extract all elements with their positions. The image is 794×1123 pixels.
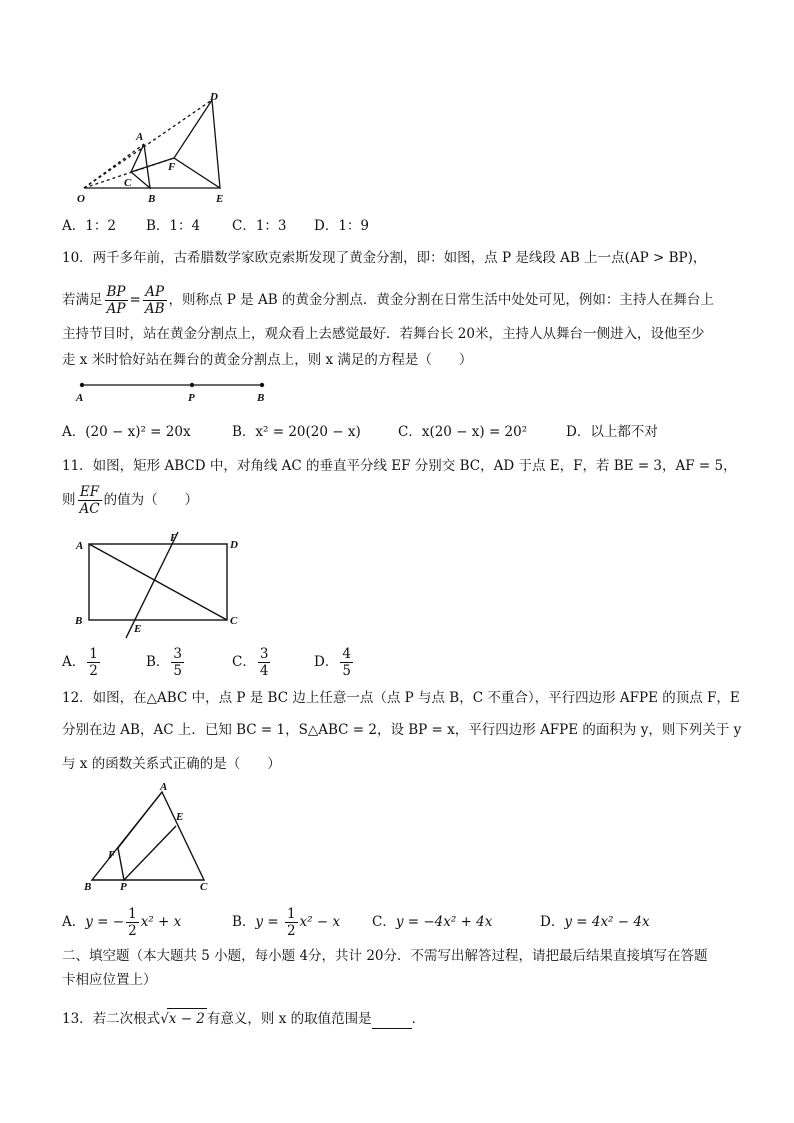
q11-frac-num: EF xyxy=(78,484,102,501)
q11-label-d: D xyxy=(230,539,238,551)
q12-option-c-text: y = −4x² + 4x xyxy=(395,914,493,930)
section2-line1: 二、填空题（本大题共 5 小题，每小题 4分，共计 20分．不需写出解答过程，请把最后结果直接填写在答题 xyxy=(62,948,708,964)
q13-radical-sign: √ xyxy=(160,1011,169,1027)
q12-option-d-text: y = 4x² − 4x xyxy=(564,914,650,930)
q10-label-b: B xyxy=(257,392,265,404)
q10-frac2-num: AP xyxy=(143,284,167,301)
q10-option-c[interactable]: C．x(20 − x) = 20² xyxy=(398,424,528,440)
q11-label-e: E xyxy=(134,623,142,635)
q12-option-d-letter: D． xyxy=(540,914,565,930)
q13-post: 有意义，则 x 的取值范围是 xyxy=(206,1011,372,1027)
section2-line2: 卡相应位置上） xyxy=(62,972,157,988)
q12-option-a-post: x² + x xyxy=(140,914,182,930)
q10-eq: = xyxy=(129,292,141,308)
q12-label-c: C xyxy=(200,881,208,893)
q13-line xyxy=(62,1008,425,1029)
q12-label-b: B xyxy=(84,881,92,893)
q11-option-d-letter: D． xyxy=(314,654,339,670)
q11-option-b-num: 3 xyxy=(173,646,183,662)
q11-line2 xyxy=(62,480,198,520)
q12-option-d[interactable] xyxy=(540,912,650,932)
q12-option-a-letter: A． xyxy=(62,914,86,930)
q11-option-c[interactable] xyxy=(232,642,272,682)
q12-triangle-abc xyxy=(92,792,204,880)
q12-line1: 12．如图，在△ABC 中，点 P 是 BC 边上任意一点（点 P 与点 B，C 不重合），平行四边形 AFPE 的顶点 F，E xyxy=(62,690,740,706)
q11-option-b[interactable] xyxy=(146,642,186,682)
q9-triangle-dfe xyxy=(174,100,220,188)
q12-option-b-pre: y = xyxy=(255,914,283,930)
q10-frac2 xyxy=(143,284,167,317)
q10-option-d[interactable]: D．以上都不对 xyxy=(566,424,658,440)
q12-option-a-pre: y = − xyxy=(85,914,125,930)
q11-option-a-frac xyxy=(87,646,100,679)
q12-option-b-post: x² − x xyxy=(299,914,341,930)
q9-label-a: A xyxy=(136,131,144,143)
q12-option-a-den: 2 xyxy=(128,923,137,939)
q11-line2-post: 的值为（ ） xyxy=(103,492,199,508)
q9-label-b: B xyxy=(148,193,156,205)
q12-option-a[interactable] xyxy=(62,902,181,942)
q9-label-f: F xyxy=(168,161,176,173)
q13-answer-blank[interactable] xyxy=(372,1028,412,1029)
q12-option-a-frac xyxy=(126,906,139,939)
q11-option-d-num: 4 xyxy=(342,646,351,662)
q10-label-a: A xyxy=(76,392,84,404)
q12-option-c-letter: C． xyxy=(372,914,396,930)
q12-option-b-frac xyxy=(285,906,298,939)
q12-option-b-letter: B． xyxy=(232,914,256,930)
q10-line3: 主持节目时，站在黄金分割点上，观众看上去感觉最好．若舞台长 20米，主持人从舞台一侧进入，设他至少 xyxy=(62,326,705,342)
q9-option-b[interactable]: B．1：4 xyxy=(146,218,201,234)
q9-label-c: C xyxy=(124,177,132,189)
q10-line2 xyxy=(62,280,714,320)
q11-frac-den: AC xyxy=(79,501,100,517)
q10-option-a[interactable]: A．(20 − x)² = 20x xyxy=(62,424,191,440)
q9-option-c[interactable]: C．1：3 xyxy=(232,218,287,234)
q11-figure xyxy=(70,528,250,640)
q9-triangle-acb xyxy=(131,144,150,188)
q10-frac1-num: BP xyxy=(106,284,126,300)
q12-line2: 分别在边 AB，AC 上．已知 BC = 1，S△ABC = 2，设 BP = x，平行四边形 AFPE 的面积为 y，则下列关于 y xyxy=(62,722,742,738)
q12-label-a: A xyxy=(160,782,168,793)
q12-label-f: F xyxy=(108,849,116,861)
q11-option-a[interactable] xyxy=(62,642,102,682)
q11-label-a: A xyxy=(76,540,84,552)
q10-frac1-den: AP xyxy=(106,301,126,317)
q12-option-b[interactable] xyxy=(232,902,340,942)
q11-option-a-num: 1 xyxy=(89,646,98,662)
q12-option-a-num: 1 xyxy=(128,906,137,922)
q9-label-d: D xyxy=(210,92,218,103)
q11-option-b-frac xyxy=(171,646,184,679)
q10-line2-post: ，则称点 P 是 AB 的黄金分割点．黄金分割在日常生活中处处可见，例如：主持人在舞台上 xyxy=(168,292,714,308)
q10-option-b[interactable]: B．x² = 20(20 − x) xyxy=(232,424,361,440)
q10-frac1 xyxy=(105,284,128,317)
q12-option-c[interactable] xyxy=(372,912,492,932)
q9-option-a[interactable]: A．1：2 xyxy=(62,218,116,234)
q11-label-c: C xyxy=(230,615,238,627)
q12-parallelogram-afpe xyxy=(118,792,176,880)
q12-line3: 与 x 的函数关系式正确的是（ ） xyxy=(62,756,281,772)
q11-option-c-frac xyxy=(258,646,271,679)
q11-option-b-den: 5 xyxy=(173,663,183,679)
q13-end: ． xyxy=(411,1011,426,1027)
q11-label-f: F xyxy=(170,532,178,544)
q9-figure xyxy=(74,92,244,208)
q11-line2-pre: 则 xyxy=(62,492,76,508)
q12-option-b-den: 2 xyxy=(286,923,296,939)
q9-label-e: E xyxy=(216,193,224,205)
q11-label-b: B xyxy=(75,615,83,627)
q10-point-p xyxy=(190,383,194,387)
q10-frac2-den: AB xyxy=(144,301,165,317)
q9-option-d[interactable]: D．1：9 xyxy=(314,218,370,234)
q12-option-b-num: 1 xyxy=(286,906,296,922)
q10-line1: 10．两千多年前，古希腊数学家欧克索斯发现了黄金分割，即：如图，点 P 是线段 AB 上一点(AP > BP)， xyxy=(62,250,707,266)
q10-point-b xyxy=(260,383,264,387)
q9-label-o: O xyxy=(77,193,85,205)
q11-option-d-den: 5 xyxy=(342,663,351,679)
q11-option-a-letter: A． xyxy=(62,654,86,670)
q12-figure xyxy=(80,782,220,894)
q11-option-b-letter: B． xyxy=(146,654,170,670)
q11-frac xyxy=(78,484,102,517)
q11-option-a-den: 2 xyxy=(89,663,98,679)
q11-option-d-frac xyxy=(340,646,353,679)
q11-option-d[interactable] xyxy=(314,642,355,682)
q10-line2-pre: 若满足 xyxy=(62,292,103,308)
q11-option-c-den: 4 xyxy=(259,663,269,679)
q12-label-e: E xyxy=(176,811,184,823)
q13-pre: 13．若二次根式 xyxy=(62,1011,161,1027)
q10-point-a xyxy=(80,383,84,387)
q13-radicand: x − 2 xyxy=(167,1008,207,1029)
q10-line4: 走 x 米时恰好站在舞台的黄金分割点上，则 x 满足的方程是（ ） xyxy=(62,352,473,368)
q11-line1: 11．如图，矩形 ABCD 中，对角线 AC 的垂直平分线 EF 分别交 BC，AD 于点 E，F，若 BE = 3，AF = 5， xyxy=(62,458,737,474)
q11-option-c-letter: C． xyxy=(232,654,256,670)
q9-line-oa xyxy=(84,144,144,188)
q12-label-p: P xyxy=(120,881,127,893)
q11-option-c-num: 3 xyxy=(259,646,269,662)
q10-label-p: P xyxy=(188,392,195,404)
q10-figure xyxy=(72,376,272,406)
q11-diagonal-ac xyxy=(89,544,227,620)
